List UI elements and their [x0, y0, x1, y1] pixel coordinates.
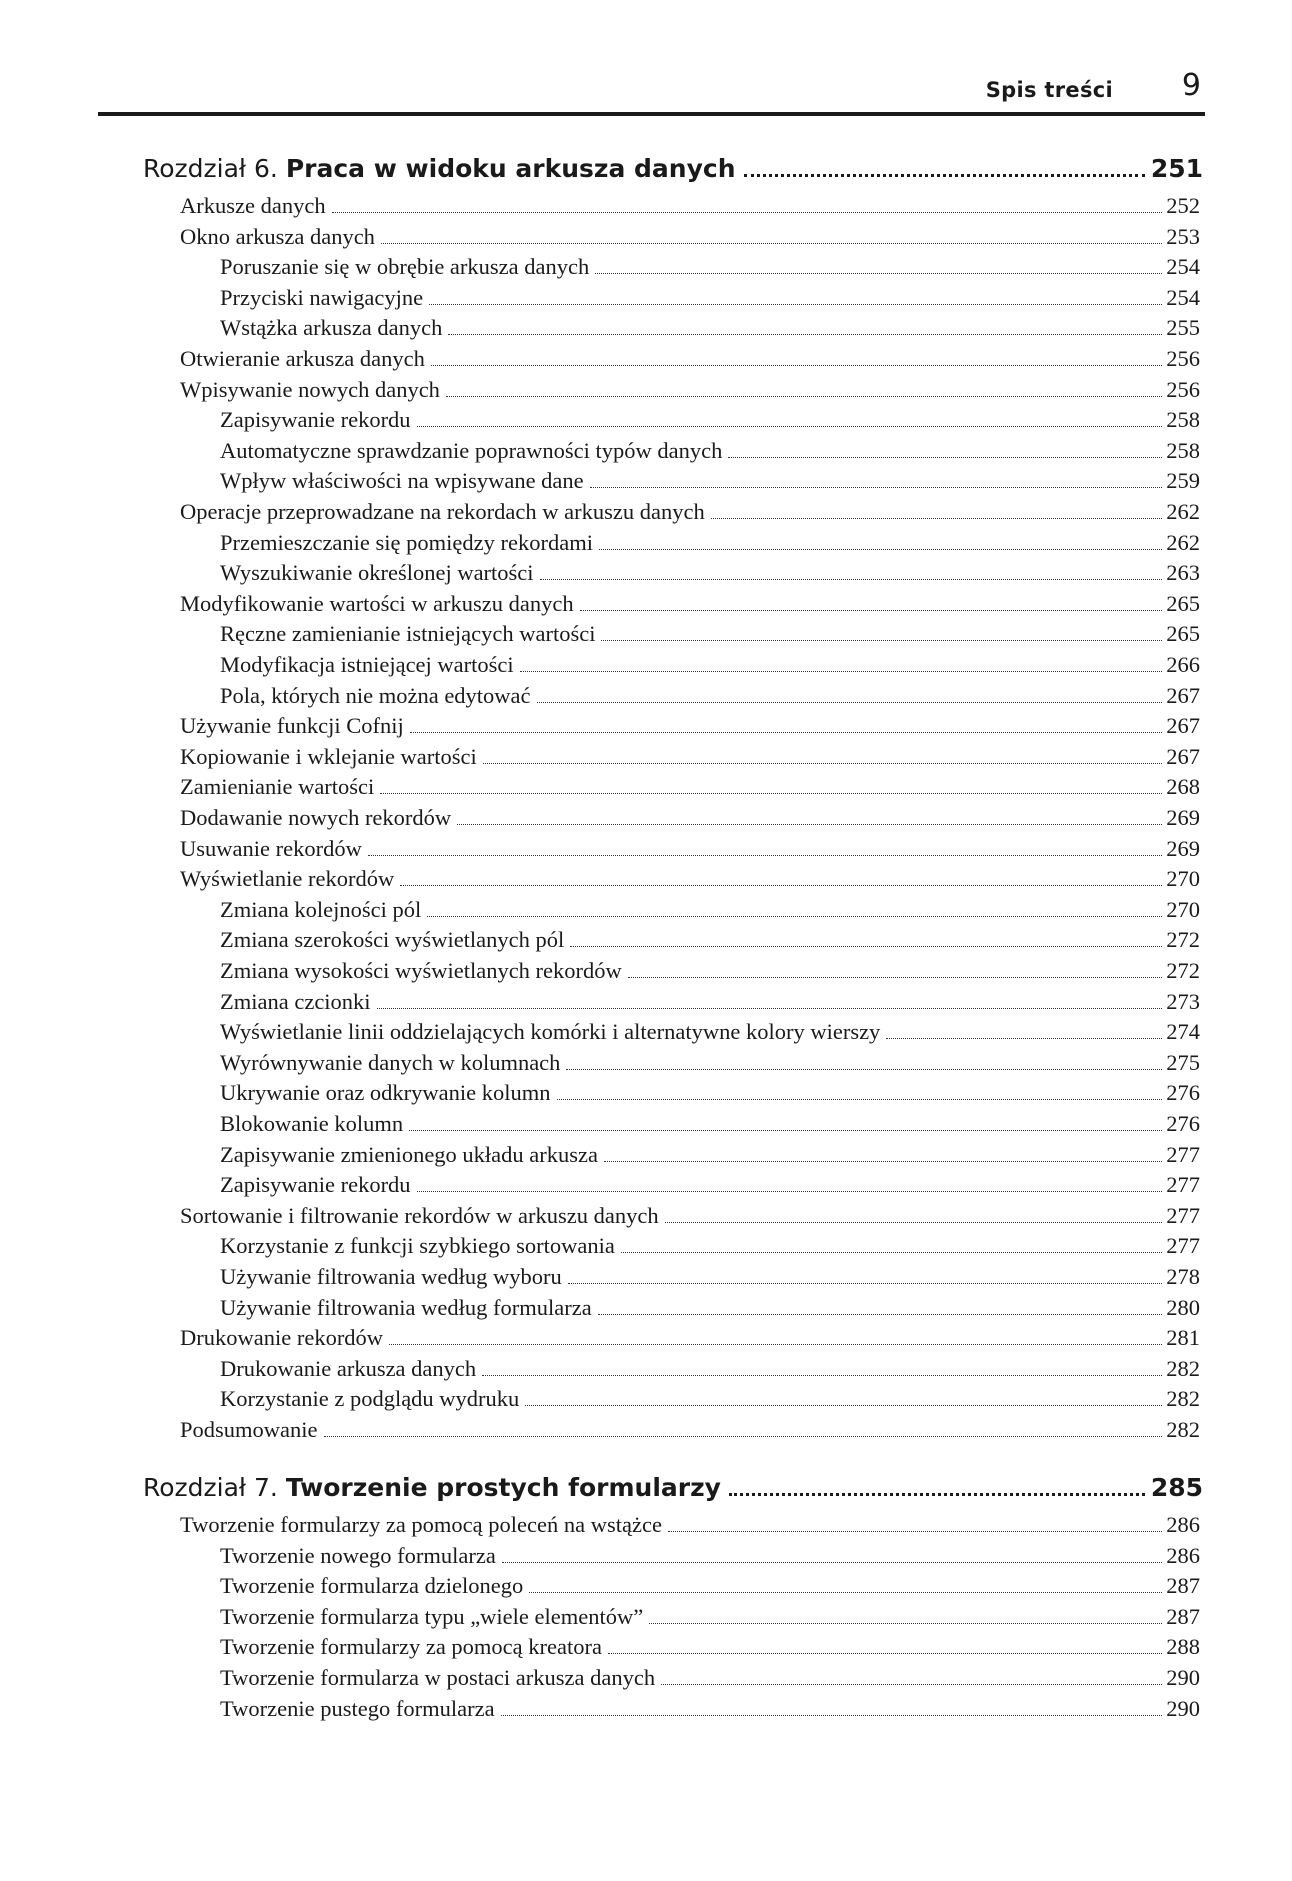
- dot-leader: [482, 1375, 1162, 1376]
- dot-leader: [668, 1531, 1162, 1532]
- entry-title: Modyfikacja istniejącej wartości: [220, 652, 514, 677]
- toc-entry[interactable]: [180, 836, 1200, 864]
- dot-leader: [595, 273, 1162, 274]
- chapter-number: Rozdział 6.: [143, 154, 278, 183]
- chapter-page-number: 285: [1150, 1473, 1203, 1502]
- dot-leader: [409, 1130, 1162, 1131]
- chapter-title: Tworzenie prostych formularzy: [285, 1473, 721, 1502]
- entry-title: Poruszanie się w obrębie arkusza danych: [220, 254, 590, 280]
- entry-page-number: 267: [1166, 682, 1200, 708]
- dot-leader: [665, 1222, 1163, 1223]
- toc-subentry[interactable]: [220, 468, 1200, 496]
- chapter-heading[interactable]: [143, 1473, 1203, 1509]
- dot-leader: [427, 916, 1162, 917]
- dot-leader: [520, 671, 1163, 672]
- toc-subentry[interactable]: [220, 1543, 1200, 1571]
- entry-title: Pola, których nie można edytować: [220, 682, 531, 708]
- toc-subentry[interactable]: [220, 1604, 1200, 1632]
- entry-title: Korzystanie z podglądu wydruku: [220, 1386, 520, 1412]
- toc-subentry[interactable]: [220, 989, 1200, 1017]
- entry-title: Zmiana czcionki: [220, 988, 371, 1014]
- entry-title: Wpływ właściwości na wpisywane dane: [220, 468, 584, 494]
- entry-title: Drukowanie arkusza danych: [220, 1355, 477, 1381]
- dot-leader: [502, 1562, 1162, 1563]
- entry-page-number: 268: [1166, 774, 1200, 800]
- entry-page-number: 287: [1166, 1573, 1200, 1599]
- toc-subentry[interactable]: [220, 1696, 1200, 1724]
- entry-page-number: 262: [1166, 499, 1200, 524]
- entry-title: Tworzenie formularza typu „wiele elementów”: [220, 1603, 644, 1629]
- entry-page-number: 276: [1166, 1111, 1200, 1136]
- toc-entry[interactable]: [180, 1203, 1200, 1231]
- toc-subentry[interactable]: [220, 1050, 1200, 1078]
- entry-page-number: 254: [1166, 254, 1200, 280]
- entry-page-number: 256: [1166, 346, 1200, 371]
- entry-title: Używanie filtrowania według formularza: [220, 1294, 592, 1320]
- header-rule: [98, 112, 1205, 116]
- entry-title: Zmiana kolejności pól: [220, 896, 422, 922]
- entry-page-number: 277: [1166, 1233, 1200, 1259]
- entry-page-number: 282: [1166, 1386, 1200, 1412]
- entry-page-number: 272: [1166, 927, 1200, 953]
- toc-entry[interactable]: [180, 499, 1200, 527]
- entry-page-number: 274: [1166, 1019, 1200, 1045]
- entry-title: Korzystanie z funkcji szybkiego sortowania: [220, 1233, 615, 1259]
- dot-leader: [711, 518, 1163, 519]
- entry-page-number: 259: [1166, 468, 1200, 494]
- toc-subentry[interactable]: [220, 254, 1200, 282]
- toc-subentry[interactable]: [220, 1634, 1200, 1662]
- entry-title: Ukrywanie oraz odkrywanie kolumn: [220, 1080, 551, 1106]
- toc-entry[interactable]: [180, 193, 1200, 221]
- entry-title: Tworzenie nowego formularza: [220, 1542, 496, 1568]
- toc-subentry[interactable]: [220, 1080, 1200, 1108]
- chapter-number: Rozdział 7.: [143, 1473, 278, 1502]
- entry-title: Tworzenie formularzy za pomocą poleceń na wstążce: [180, 1512, 662, 1537]
- dot-leader: [728, 457, 1162, 458]
- entry-title: Dodawanie nowych rekordów: [180, 805, 452, 830]
- toc-subentry[interactable]: [220, 1019, 1200, 1047]
- toc-subentry[interactable]: [220, 1665, 1200, 1693]
- entry-page-number: 277: [1166, 1202, 1200, 1228]
- dot-leader: [744, 174, 1145, 177]
- toc-entry[interactable]: [180, 346, 1200, 374]
- dot-leader: [332, 212, 1163, 213]
- entry-title: Wstążka arkusza danych: [220, 315, 443, 341]
- entry-page-number: 258: [1166, 407, 1200, 433]
- entry-page-number: 267: [1166, 713, 1200, 739]
- entry-page-number: 275: [1166, 1049, 1200, 1075]
- entry-title: Ręczne zamienianie istniejących wartości: [220, 621, 596, 647]
- entry-page-number: 265: [1166, 590, 1200, 616]
- entry-title: Operacje przeprowadzane na rekordach w arkuszu danych: [180, 499, 705, 524]
- entry-page-number: 290: [1166, 1665, 1200, 1690]
- chapter-page-number: 251: [1150, 154, 1203, 183]
- toc-subentry[interactable]: [220, 315, 1200, 343]
- entry-page-number: 287: [1166, 1603, 1200, 1629]
- dot-leader: [580, 610, 1163, 611]
- entry-title: Sortowanie i filtrowanie rekordów w arkuszu danych: [180, 1202, 659, 1228]
- dot-leader: [324, 1436, 1163, 1437]
- entry-title: Przemieszczanie się pomiędzy rekordami: [220, 529, 593, 555]
- toc-entry[interactable]: [180, 866, 1200, 894]
- toc-subentry[interactable]: [220, 1172, 1200, 1200]
- entry-page-number: 281: [1166, 1325, 1200, 1351]
- dot-leader: [537, 702, 1163, 703]
- entry-page-number: 265: [1166, 621, 1200, 647]
- dot-leader: [590, 487, 1163, 488]
- entry-title: Wpisywanie nowych danych: [180, 376, 440, 402]
- entry-page-number: 277: [1166, 1141, 1200, 1167]
- entry-title: Arkusze danych: [180, 193, 326, 218]
- toc-subentry[interactable]: [220, 530, 1200, 558]
- toc-entry[interactable]: [180, 713, 1200, 741]
- entry-page-number: 253: [1166, 223, 1200, 249]
- dot-leader: [381, 243, 1162, 244]
- page-number: 9: [1181, 68, 1201, 103]
- toc-subentry[interactable]: [220, 1386, 1200, 1414]
- dot-leader: [608, 1653, 1162, 1654]
- entry-title: Wyszukiwanie określonej wartości: [220, 560, 534, 586]
- dot-leader: [886, 1038, 1162, 1039]
- entry-page-number: 290: [1166, 1695, 1200, 1721]
- toc-subentry[interactable]: [220, 438, 1200, 466]
- entry-page-number: 256: [1166, 376, 1200, 402]
- entry-title: Blokowanie kolumn: [220, 1111, 404, 1136]
- toc-entry[interactable]: [180, 1512, 1200, 1540]
- entry-page-number: 288: [1166, 1634, 1200, 1660]
- entry-title: Zapisywanie rekordu: [220, 1172, 411, 1198]
- dot-leader: [557, 1099, 1163, 1100]
- dot-leader: [598, 1314, 1163, 1315]
- dot-leader: [448, 334, 1162, 335]
- entry-page-number: 277: [1166, 1172, 1200, 1198]
- toc-subentry[interactable]: [220, 897, 1200, 925]
- toc-entry[interactable]: [180, 591, 1200, 619]
- dot-leader: [417, 1191, 1163, 1192]
- dot-leader: [431, 365, 1162, 366]
- dot-leader: [566, 1069, 1162, 1070]
- entry-page-number: 272: [1166, 958, 1200, 983]
- entry-title: Tworzenie formularza dzielonego: [220, 1573, 524, 1599]
- dot-leader: [649, 1623, 1162, 1624]
- dot-leader: [540, 579, 1163, 580]
- toc-subentry[interactable]: [220, 285, 1200, 313]
- entry-page-number: 267: [1166, 743, 1200, 769]
- entry-title: Kopiowanie i wklejanie wartości: [180, 743, 477, 769]
- dot-leader: [628, 977, 1162, 978]
- dot-leader: [380, 793, 1162, 794]
- entry-title: Wyświetlanie rekordów: [180, 866, 395, 892]
- toc-entry[interactable]: [180, 1417, 1200, 1445]
- toc-subentry[interactable]: [220, 958, 1200, 986]
- dot-leader: [729, 1493, 1145, 1496]
- dot-leader: [400, 885, 1162, 886]
- entry-page-number: 255: [1166, 315, 1200, 341]
- toc-subentry[interactable]: [220, 1356, 1200, 1384]
- entry-title: Zapisywanie zmienionego układu arkusza: [220, 1141, 598, 1167]
- chapter-heading[interactable]: [143, 154, 1203, 190]
- entry-title: Modyfikowanie wartości w arkuszu danych: [180, 590, 574, 616]
- toc-subentry[interactable]: [220, 1264, 1200, 1292]
- dot-leader: [483, 763, 1162, 764]
- entry-page-number: 269: [1166, 805, 1200, 830]
- running-header-title: Spis treści: [985, 78, 1113, 102]
- toc-subentry[interactable]: [220, 621, 1200, 649]
- entry-title: Zapisywanie rekordu: [220, 407, 411, 433]
- toc-entry[interactable]: [180, 744, 1200, 772]
- dot-leader: [661, 1684, 1162, 1685]
- entry-title: Automatyczne sprawdzanie poprawności typów danych: [220, 437, 723, 463]
- entry-page-number: 282: [1166, 1417, 1200, 1442]
- entry-title: Wyrównywanie danych w kolumnach: [220, 1049, 561, 1075]
- entry-page-number: 276: [1166, 1080, 1200, 1106]
- entry-title: Zamienianie wartości: [180, 774, 375, 800]
- entry-title: Przyciski nawigacyjne: [220, 284, 424, 310]
- dot-leader: [368, 855, 1162, 856]
- entry-page-number: 286: [1166, 1542, 1200, 1568]
- page-header: [98, 66, 1205, 114]
- toc-subentry[interactable]: [220, 560, 1200, 588]
- dot-leader: [417, 426, 1163, 427]
- toc-subentry[interactable]: [220, 407, 1200, 435]
- chapter-title: Praca w widoku arkusza danych: [285, 154, 736, 183]
- entry-title: Tworzenie formularza w postaci arkusza danych: [220, 1665, 656, 1690]
- dot-leader: [501, 1715, 1163, 1716]
- toc-subentry[interactable]: [220, 1295, 1200, 1323]
- toc-subentry[interactable]: [220, 1142, 1200, 1170]
- entry-title: Podsumowanie: [180, 1417, 318, 1442]
- dot-leader: [570, 946, 1162, 947]
- toc-subentry[interactable]: [220, 927, 1200, 955]
- dot-leader: [599, 549, 1162, 550]
- toc-entry[interactable]: [180, 224, 1200, 252]
- toc-entry[interactable]: [180, 774, 1200, 802]
- dot-leader: [457, 824, 1162, 825]
- dot-leader: [377, 1008, 1163, 1009]
- entry-page-number: 273: [1166, 988, 1200, 1014]
- dot-leader: [389, 1344, 1162, 1345]
- entry-page-number: 286: [1166, 1512, 1200, 1537]
- entry-title: Otwieranie arkusza danych: [180, 346, 425, 371]
- entry-page-number: 262: [1166, 529, 1200, 555]
- entry-title: Tworzenie formularzy za pomocą kreatora: [220, 1634, 602, 1660]
- entry-title: Używanie funkcji Cofnij: [180, 713, 404, 739]
- entry-title: Tworzenie pustego formularza: [220, 1695, 495, 1721]
- entry-page-number: 282: [1166, 1355, 1200, 1381]
- entry-page-number: 278: [1166, 1264, 1200, 1289]
- toc-subentry[interactable]: [220, 683, 1200, 711]
- entry-title: Wyświetlanie linii oddzielających komórki i alternatywne kolory wierszy: [220, 1019, 881, 1045]
- entry-page-number: 252: [1166, 193, 1200, 218]
- toc-entry[interactable]: [180, 805, 1200, 833]
- entry-page-number: 269: [1166, 835, 1200, 861]
- dot-leader: [604, 1161, 1162, 1162]
- toc-subentry[interactable]: [220, 652, 1200, 680]
- entry-title: Zmiana szerokości wyświetlanych pól: [220, 927, 565, 953]
- dot-leader: [410, 732, 1163, 733]
- dot-leader: [525, 1405, 1162, 1406]
- entry-page-number: 280: [1166, 1294, 1200, 1320]
- toc-entry[interactable]: [180, 377, 1200, 405]
- toc-subentry[interactable]: [220, 1111, 1200, 1139]
- toc-subentry[interactable]: [220, 1573, 1200, 1601]
- dot-leader: [529, 1592, 1162, 1593]
- dot-leader: [568, 1283, 1162, 1284]
- entry-title: Usuwanie rekordów: [180, 835, 362, 861]
- dot-leader: [601, 640, 1162, 641]
- entry-title: Drukowanie rekordów: [180, 1325, 384, 1351]
- toc-subentry[interactable]: [220, 1233, 1200, 1261]
- dot-leader: [429, 304, 1162, 305]
- entry-page-number: 263: [1166, 560, 1200, 586]
- entry-title: Zmiana wysokości wyświetlanych rekordów: [220, 958, 622, 983]
- dot-leader: [446, 396, 1162, 397]
- dot-leader: [621, 1252, 1162, 1253]
- entry-title: Okno arkusza danych: [180, 223, 375, 249]
- entry-page-number: 270: [1166, 866, 1200, 892]
- entry-title: Używanie filtrowania według wyboru: [220, 1264, 562, 1289]
- entry-page-number: 254: [1166, 284, 1200, 310]
- toc-entry[interactable]: [180, 1325, 1200, 1353]
- entry-page-number: 266: [1166, 652, 1200, 677]
- entry-page-number: 258: [1166, 437, 1200, 463]
- entry-page-number: 270: [1166, 896, 1200, 922]
